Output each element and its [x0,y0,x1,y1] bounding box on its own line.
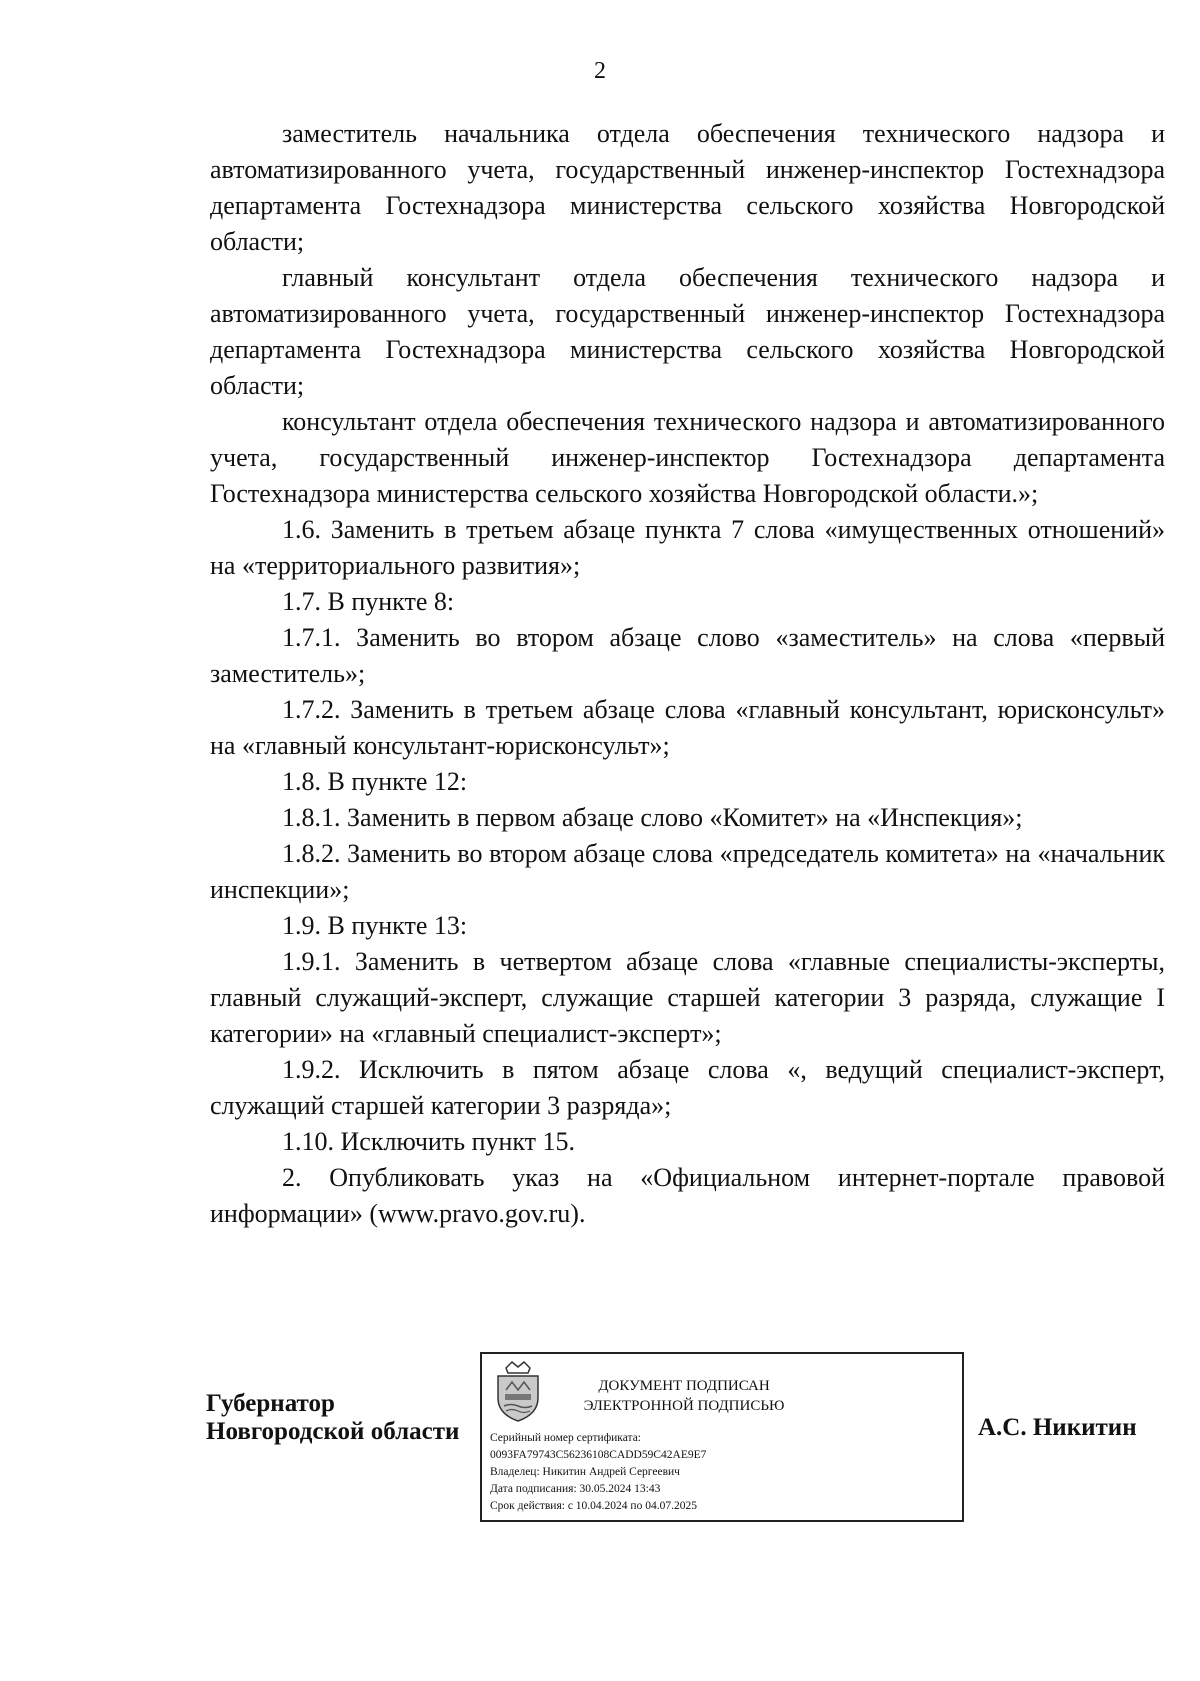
paragraph-deputy-head: заместитель начальника отдела обеспечения технического надзора и автоматизированного учета, государственный инженер-инспектор Гостехнадзора департамента Гостехнадзора министерства сельского хозяйства Новгородской области; [210,119,1165,256]
certificate-validity: Срок действия: с 10.04.2024 по 04.07.2025 [490,1500,697,1512]
paragraph-item-2: 2. Опубликовать указ на «Официальном интернет-портале правовой информации» (www.pravo.gov.ru). [210,1163,1165,1228]
document-body [210,116,1165,1232]
certificate-owner: Владелец: Никитин Андрей Сергеевич [490,1466,680,1478]
paragraph-chief-consultant: главный консультант отдела обеспечения технического надзора и автоматизированного учета, государственный инженер-инспектор Гостехнадзора департамента Гостехнадзора министерства сельского хозяйства Новгородской области; [210,263,1165,400]
stamp-heading [564,1376,804,1416]
paragraph-item-1-7-1: 1.7.1. Заменить во втором абзаце слово «заместитель» на слова «первый заместитель»; [210,623,1165,688]
paragraph-item-1-6: 1.6. Заменить в третьем абзаце пункта 7 слова «имущественных отношений» на «территориального развития»; [210,515,1165,580]
certificate-serial-label: Серийный номер сертификата: [490,1432,641,1444]
certificate-serial-number: 0093FA79743C56236108CADD59C42AE9E7 [490,1449,707,1461]
coat-of-arms-icon [492,1360,544,1424]
stamp-heading-line1: ДОКУМЕНТ ПОДПИСАН [598,1378,770,1394]
paragraph-item-1-9-1: 1.9.1. Заменить в четвертом абзаце слова «главные специалисты-эксперты, главный служащий-эксперт, служащие старшей категории 3 разряда, служащие I категории» на «главный специалист-эксперт»; [210,947,1165,1048]
paragraph-item-1-8-1: 1.8.1. Заменить в первом абзаце слово «Комитет» на «Инспекция»; [282,803,1023,832]
page-number: 2 [594,58,606,84]
paragraph-item-1-9: 1.9. В пункте 13: [282,911,468,940]
electronic-signature-stamp [480,1352,964,1522]
signature-block [0,1352,1200,1522]
paragraph-item-1-8: 1.8. В пункте 12: [282,767,468,796]
paragraph-consultant: консультант отдела обеспечения технического надзора и автоматизированного учета, государственный инженер-инспектор Гостехнадзора департамента Гостехнадзора министерства сельского хозяйства Новгородской области.»; [210,407,1165,508]
paragraph-item-1-7: 1.7. В пункте 8: [282,587,455,616]
signing-date: Дата подписания: 30.05.2024 13:43 [490,1483,661,1495]
signatory-title-line1: Губернатор [206,1390,335,1417]
signatory-title-line2: Новгородской области [206,1418,460,1445]
signatory-name: А.С. Никитин [978,1414,1137,1441]
paragraph-item-1-7-2: 1.7.2. Заменить в третьем абзаце слова «главный консультант, юрисконсульт» на «главный консультант-юрисконсульт»; [210,695,1165,760]
stamp-details [490,1430,706,1515]
stamp-heading-line2: ЭЛЕКТРОННОЙ ПОДПИСЬЮ [583,1398,785,1414]
paragraph-item-1-9-2: 1.9.2. Исключить в пятом абзаце слова «, ведущий специалист-эксперт, служащий старшей категории 3 разряда»; [210,1055,1165,1120]
signatory-title [206,1390,459,1446]
paragraph-item-1-10: 1.10. Исключить пункт 15. [282,1127,576,1156]
paragraph-item-1-8-2: 1.8.2. Заменить во втором абзаце слова «председатель комитета» на «начальник инспекции»; [210,839,1165,904]
